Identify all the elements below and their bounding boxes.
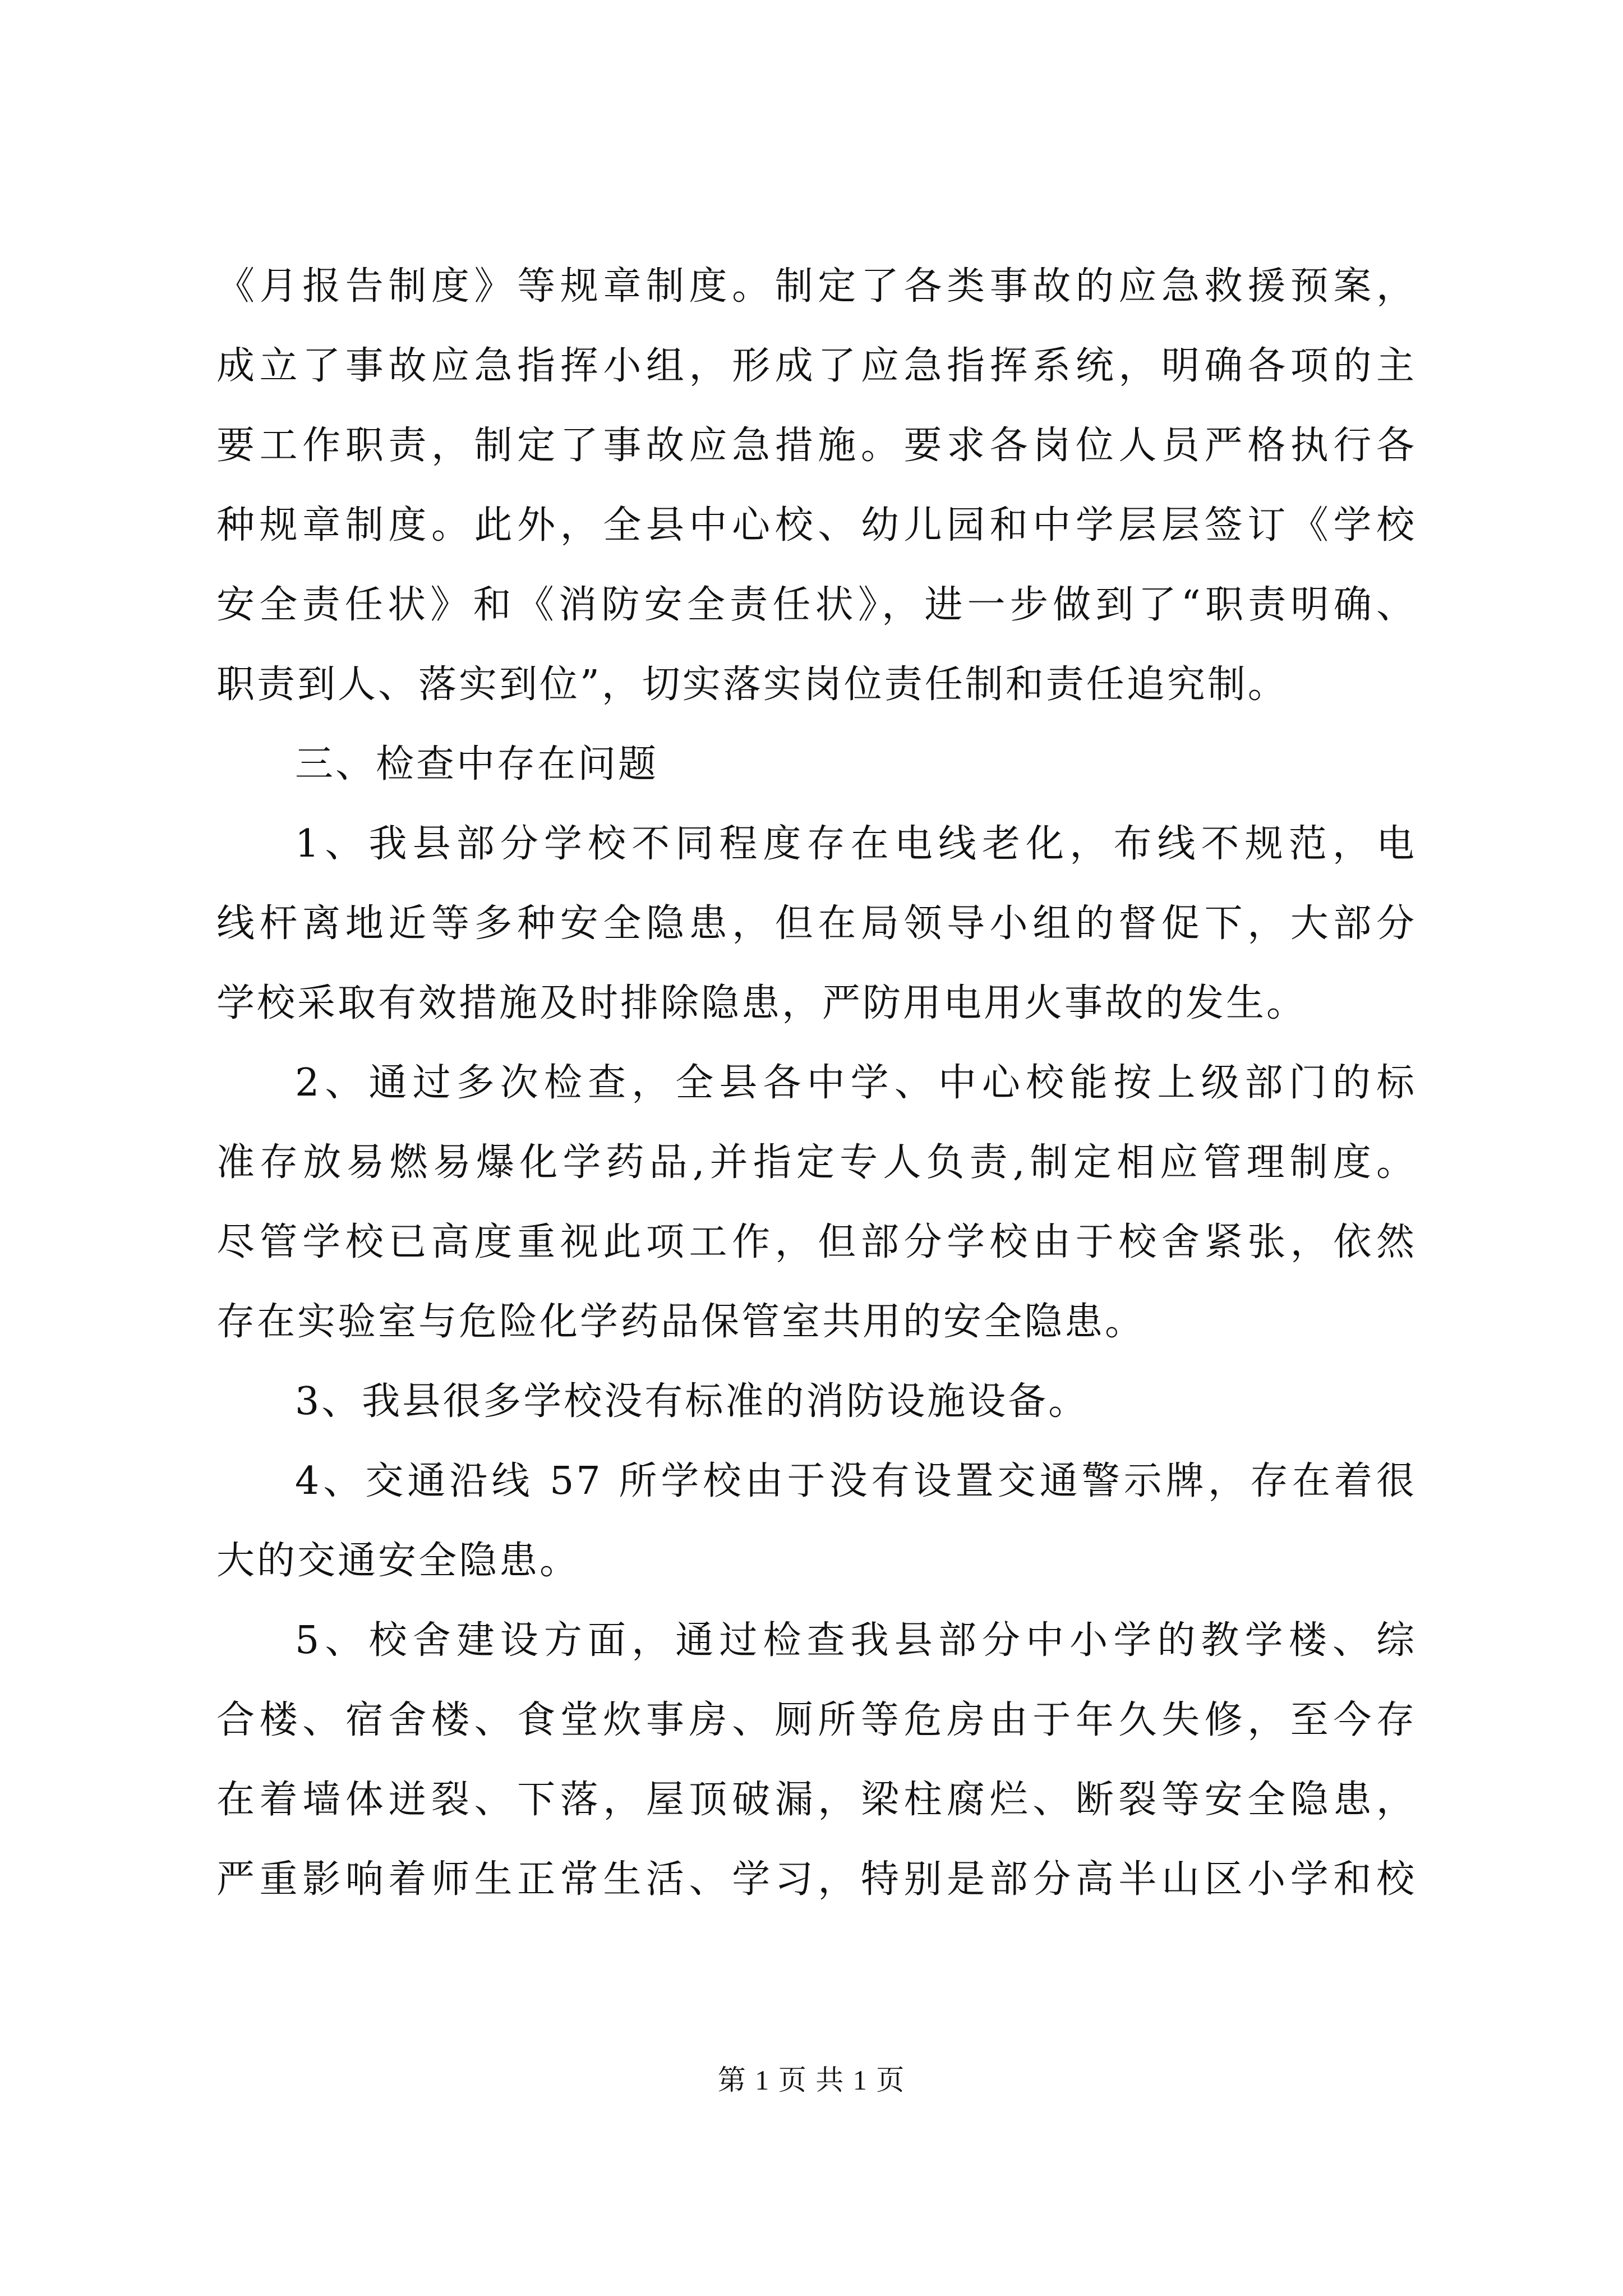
text-line: 5、校舍建设方面，通过检查我县部分中小学的教学楼、综: [295, 1618, 1417, 1663]
text-line: 种规章制度。此外，全县中心校、幼儿园和中学层层签订《学校: [216, 503, 1417, 547]
text-line: 要工作职责，制定了事故应急措施。要求各岗位人员严格执行各: [216, 424, 1417, 468]
page-footer: 第 1 页 共 1 页: [717, 2064, 906, 2096]
section-heading: 三、检查中存在问题: [295, 742, 659, 786]
text-line: 安全责任状》和《消防安全责任状》，进一步做到了“职责明确、: [216, 583, 1417, 627]
text-line: 学校采取有效措施及时排除隐患，严防用电用火事故的发生。: [216, 981, 1307, 1025]
text-line: 存在实验室与危险化学药品保管室共用的安全隐患。: [216, 1300, 1146, 1344]
text-line: 大的交通安全隐患。: [216, 1539, 580, 1583]
text-line: 2、通过多次检查，全县各中学、中心校能按上级部门的标: [295, 1061, 1417, 1105]
text-line: 成立了事故应急指挥小组，形成了应急指挥系统，明确各项的主: [216, 344, 1417, 388]
text-line: 准存放易燃易爆化学药品,并指定专人负责,制定相应管理制度。: [216, 1140, 1417, 1185]
text-line: 严重影响着师生正常生活、学习，特别是部分高半山区小学和校: [216, 1857, 1417, 1902]
text-line: 线杆离地近等多种安全隐患，但在局领导小组的督促下，大部分: [216, 901, 1417, 946]
text-line: 尽管学校已高度重视此项工作，但部分学校由于校舍紧张，依然: [216, 1220, 1417, 1264]
text-line: 《月报告制度》等规章制度。制定了各类事故的应急救援预案，: [216, 264, 1417, 309]
text-line: 3、我县很多学校没有标准的消防设施设备。: [295, 1379, 1089, 1424]
text-line: 在着墙体迸裂、下落，屋顶破漏，梁柱腐烂、断裂等安全隐患，: [216, 1778, 1417, 1822]
text-line: 4、交通沿线 57 所学校由于没有设置交通警示牌，存在着很: [295, 1459, 1417, 1503]
text-line: 职责到人、落实到位”，切实落实岗位责任制和责任追究制。: [216, 662, 1288, 707]
text-line: 合楼、宿舍楼、食堂炊事房、厕所等危房由于年久失修，至今存: [216, 1698, 1417, 1742]
document-body: [216, 247, 1417, 1920]
text-line: 1、我县部分学校不同程度存在电线老化，布线不规范，电: [295, 822, 1417, 866]
